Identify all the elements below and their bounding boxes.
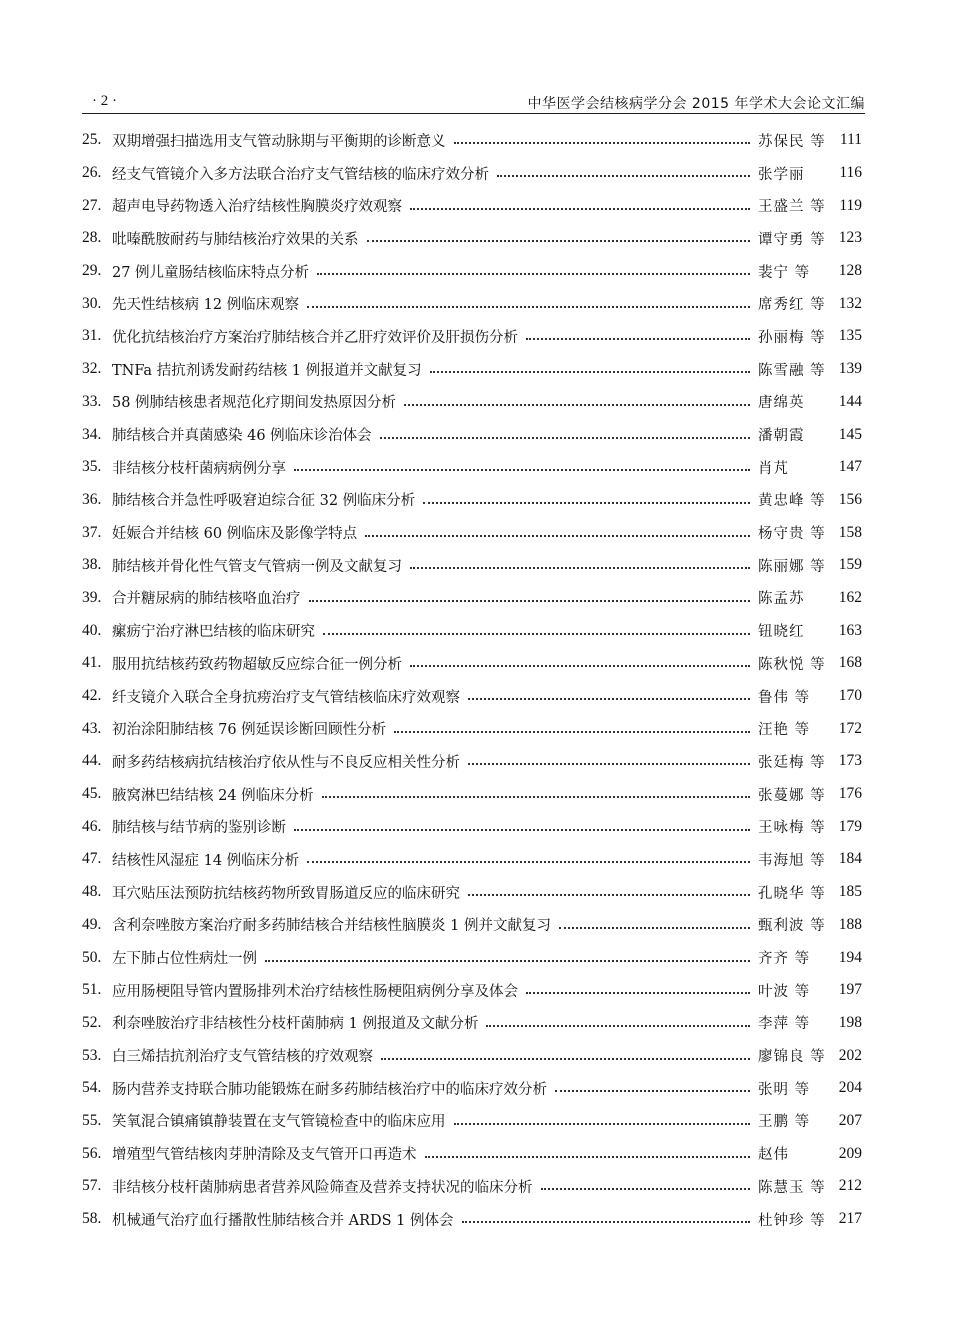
toc-entry-author: 赵伟 (758, 1147, 789, 1164)
toc-entry-page: 163 (838, 621, 862, 639)
toc-entry-title: 耐多药结核病抗结核治疗依从性与不良反应相关性分析 (112, 754, 460, 771)
toc-entry-author: 杜钟珍 等 (758, 1212, 826, 1229)
toc-entry-title: 先天性结核病 12 例临床观察 (112, 297, 300, 314)
toc-entry-title: 58 例肺结核患者规范化疗期间发热原因分析 (112, 395, 397, 412)
leader-dots (468, 894, 750, 896)
toc-entry-page: 173 (838, 752, 862, 770)
leader-dots (462, 1221, 751, 1223)
toc-entry-author: 张学丽 (758, 166, 805, 183)
toc-entry-author: 李萍 等 (758, 1016, 811, 1033)
toc-entry-title: 结核性风湿症 14 例临床分析 (112, 852, 300, 869)
toc-entry-title: 利奈唑胺治疗非结核性分枝杆菌肺病 1 例报道及文献分析 (112, 1016, 479, 1033)
toc-entry-number: 38. (82, 556, 102, 574)
toc-entry (82, 614, 862, 647)
toc-entry-author: 汪艳 等 (758, 722, 811, 739)
toc-entry-number: 56. (82, 1144, 102, 1162)
toc-entry-number: 41. (82, 654, 102, 672)
leader-dots (307, 306, 750, 308)
toc-entry-number: 29. (82, 262, 102, 280)
toc-entry-number: 37. (82, 523, 102, 541)
toc-entry-author: 齐齐 等 (758, 951, 811, 968)
toc-entry-number: 31. (82, 327, 102, 345)
toc-entry (82, 124, 862, 157)
toc-entry-author: 唐绵英 (758, 395, 805, 412)
table-of-contents (82, 124, 862, 1235)
toc-entry (82, 712, 862, 745)
toc-entry-page: 123 (838, 229, 862, 247)
toc-entry (82, 810, 862, 843)
leader-dots (410, 665, 750, 667)
toc-entry (82, 1039, 862, 1072)
toc-entry (82, 1203, 862, 1236)
toc-entry-author: 肖芃 (758, 460, 789, 477)
toc-entry (82, 876, 862, 909)
page-number: · 2 · (92, 93, 117, 109)
toc-entry-page: 132 (838, 294, 862, 312)
toc-entry-page: 159 (838, 556, 862, 574)
toc-entry-number: 26. (82, 164, 102, 182)
toc-entry-title: 增殖型气管结核肉芽肿清除及支气管开口再造术 (112, 1147, 417, 1164)
toc-entry-number: 54. (82, 1079, 102, 1097)
toc-entry (82, 1137, 862, 1170)
toc-entry-author: 张明 等 (758, 1081, 811, 1098)
toc-entry-page: 184 (838, 850, 862, 868)
toc-entry-title: 初治涂阳肺结核 76 例延误诊断回顾性分析 (112, 722, 387, 739)
toc-entry-author: 王鹏 等 (758, 1114, 811, 1131)
toc-entry-page: 156 (838, 490, 862, 508)
toc-entry-page: 170 (838, 687, 862, 705)
leader-dots (410, 208, 750, 210)
toc-entry (82, 222, 862, 255)
toc-entry (82, 909, 862, 942)
toc-entry-author: 王盛兰 等 (758, 199, 826, 216)
toc-entry-author: 孙丽梅 等 (758, 329, 826, 346)
toc-entry-author: 陈孟苏 (758, 591, 805, 608)
toc-entry-number: 42. (82, 687, 102, 705)
header-rule (82, 113, 865, 114)
toc-entry-author: 叶波 等 (758, 983, 811, 1000)
toc-entry-author: 陈雪融 等 (758, 362, 826, 379)
leader-dots (454, 1123, 751, 1125)
toc-entry (82, 843, 862, 876)
toc-entry-title: 妊娠合并结核 60 例临床及影像学特点 (112, 526, 358, 543)
toc-entry-author: 张廷梅 等 (758, 754, 826, 771)
toc-entry-author: 韦海旭 等 (758, 852, 826, 869)
toc-entry-title: 左下肺占位性病灶一例 (112, 951, 257, 968)
leader-dots (454, 142, 751, 144)
toc-entry-title: 纤支镜介入联合全身抗痨治疗支气管结核临床疗效观察 (112, 689, 460, 706)
toc-entry-page: 168 (838, 654, 862, 672)
toc-entry-number: 34. (82, 425, 102, 443)
toc-entry-author: 廖锦良 等 (758, 1049, 826, 1066)
toc-entry-title: 应用肠梗阻导管内置肠排列术治疗结核性肠梗阻病例分享及体会 (112, 983, 518, 1000)
toc-entry-page: 116 (839, 164, 862, 182)
toc-entry (82, 516, 862, 549)
leader-dots (468, 698, 750, 700)
toc-entry-page: 212 (838, 1177, 862, 1195)
toc-entry-page: 204 (838, 1079, 862, 1097)
toc-entry (82, 255, 862, 288)
toc-entry-title: 合并糖尿病的肺结核咯血治疗 (112, 591, 301, 608)
leader-dots (555, 1090, 750, 1092)
toc-entry-author: 王咏梅 等 (758, 820, 826, 837)
leader-dots (497, 175, 750, 177)
toc-entry (82, 386, 862, 419)
toc-entry (82, 189, 862, 222)
toc-entry (82, 287, 862, 320)
toc-entry-number: 44. (82, 752, 102, 770)
toc-entry-page: 217 (838, 1210, 862, 1228)
toc-entry-author: 甄利波 等 (758, 918, 826, 935)
toc-entry-title: 机械通气治疗血行播散性肺结核合并 ARDS 1 例体会 (112, 1212, 454, 1229)
toc-entry (82, 647, 862, 680)
leader-dots (423, 502, 750, 504)
leader-dots (410, 567, 750, 569)
toc-entry (82, 353, 862, 386)
toc-entry-title: 优化抗结核治疗方案治疗肺结核合并乙肝疗效评价及肝损伤分析 (112, 329, 518, 346)
toc-entry-page: 197 (838, 981, 862, 999)
toc-entry (82, 1007, 862, 1040)
toc-entry-number: 46. (82, 817, 102, 835)
toc-entry-title: 双期增强扫描选用支气管动脉期与平衡期的诊断意义 (112, 133, 446, 150)
toc-entry-number: 27. (82, 196, 102, 214)
toc-entry-author: 张蔓娜 等 (758, 787, 826, 804)
leader-dots (323, 633, 750, 635)
toc-entry-title: 含利奈唑胺方案治疗耐多药肺结核合并结核性脑膜炎 1 例并文献复习 (112, 918, 551, 935)
toc-entry-author: 苏保民 等 (758, 133, 826, 150)
leader-dots (425, 1156, 751, 1158)
toc-entry-title: 肺结核合并急性呼吸窘迫综合征 32 例临床分析 (112, 493, 416, 510)
toc-entry-title: 肺结核并骨化性气管支气管病一例及文献复习 (112, 558, 402, 575)
toc-entry-title: 27 例儿童肠结核临床特点分析 (112, 264, 310, 281)
toc-entry-title: 耳穴贴压法预防抗结核药物所致胃肠道反应的临床研究 (112, 885, 460, 902)
toc-entry-page: 179 (838, 817, 862, 835)
toc-entry-title: 笑氧混合镇痛镇静装置在支气管镜检查中的临床应用 (112, 1114, 446, 1131)
toc-entry-author: 裴宁 等 (758, 264, 811, 281)
toc-entry-author: 陈慧玉 等 (758, 1179, 826, 1196)
leader-dots (526, 992, 750, 994)
toc-entry-title: 吡嗪酰胺耐药与肺结核治疗效果的关系 (112, 231, 359, 248)
toc-entry-title: 白三烯拮抗剂治疗支气管结核的疗效观察 (112, 1049, 373, 1066)
toc-entry (82, 1170, 862, 1203)
leader-dots (365, 535, 750, 537)
toc-entry-title: 瘰疬宁治疗淋巴结核的临床研究 (112, 624, 315, 641)
toc-entry (82, 745, 862, 778)
toc-entry-page: 162 (838, 588, 862, 606)
toc-entry-number: 51. (82, 981, 102, 999)
toc-entry (82, 1105, 862, 1138)
toc-entry-author: 孔晓华 等 (758, 885, 826, 902)
toc-entry-number: 33. (82, 392, 102, 410)
toc-entry-page: 202 (838, 1046, 862, 1064)
leader-dots (367, 240, 751, 242)
toc-entry-number: 55. (82, 1111, 102, 1129)
toc-entry-number: 49. (82, 915, 102, 933)
toc-entry (82, 974, 862, 1007)
toc-entry-number: 35. (82, 458, 102, 476)
toc-entry-page: 111 (839, 131, 862, 149)
toc-entry (82, 451, 862, 484)
toc-entry-number: 48. (82, 883, 102, 901)
leader-dots (322, 796, 750, 798)
toc-entry-number: 30. (82, 294, 102, 312)
toc-entry-author: 鲁伟 等 (758, 689, 811, 706)
toc-entry-number: 28. (82, 229, 102, 247)
toc-entry-number: 57. (82, 1177, 102, 1195)
toc-entry-title: 肺结核与结节病的鉴别诊断 (112, 820, 286, 837)
toc-entry-author: 潘朝霞 (758, 428, 805, 445)
toc-entry-number: 39. (82, 588, 102, 606)
leader-dots (317, 273, 750, 275)
leader-dots (404, 404, 750, 406)
toc-entry-title: 超声电导药物透入治疗结核性胸膜炎疗效观察 (112, 199, 402, 216)
leader-dots (526, 338, 750, 340)
page-header (82, 91, 865, 115)
leader-dots (309, 600, 751, 602)
toc-entry-author: 杨守贵 等 (758, 526, 826, 543)
toc-entry (82, 157, 862, 190)
toc-entry-author: 陈秋悦 等 (758, 656, 826, 673)
toc-entry-number: 47. (82, 850, 102, 868)
toc-entry-author: 钮晓红 (758, 624, 805, 641)
toc-entry-author: 席秀红 等 (758, 297, 826, 314)
toc-entry-title: 肺结核合并真菌感染 46 例临床诊治体会 (112, 428, 372, 445)
toc-entry-author: 陈丽娜 等 (758, 558, 826, 575)
toc-entry (82, 941, 862, 974)
toc-entry-page: 207 (838, 1111, 862, 1129)
toc-entry-author: 谭守勇 等 (758, 231, 826, 248)
toc-entry-page: 185 (838, 883, 862, 901)
leader-dots (380, 437, 750, 439)
toc-entry-number: 43. (82, 719, 102, 737)
toc-entry-number: 40. (82, 621, 102, 639)
toc-entry-author: 黄忠峰 等 (758, 493, 826, 510)
toc-entry (82, 418, 862, 451)
toc-entry-number: 36. (82, 490, 102, 508)
leader-dots (559, 927, 750, 929)
toc-entry (82, 582, 862, 615)
toc-entry-page: 198 (838, 1013, 862, 1031)
toc-entry-title: 经支气管镜介入多方法联合治疗支气管结核的临床疗效分析 (112, 166, 489, 183)
leader-dots (486, 1025, 750, 1027)
toc-entry-page: 145 (838, 425, 862, 443)
leader-dots (294, 469, 750, 471)
leader-dots (394, 731, 750, 733)
toc-entry-title: 非结核分枝杆菌肺病患者营养风险筛查及营养支持状况的临床分析 (112, 1179, 533, 1196)
leader-dots (381, 1058, 750, 1060)
toc-entry-page: 119 (839, 196, 862, 214)
toc-entry-title: 肠内营养支持联合肺功能锻炼在耐多药肺结核治疗中的临床疗效分析 (112, 1081, 547, 1098)
toc-entry-page: 176 (838, 785, 862, 803)
toc-entry (82, 484, 862, 517)
leader-dots (468, 763, 750, 765)
leader-dots (541, 1188, 751, 1190)
toc-entry-title: 腋窝淋巴结结核 24 例临床分析 (112, 787, 314, 804)
toc-entry-number: 50. (82, 948, 102, 966)
toc-entry-title: 服用抗结核药致药物超敏反应综合征一例分析 (112, 656, 402, 673)
journal-title: 中华医学会结核病学分会 2015 年学术大会论文汇编 (527, 96, 865, 112)
toc-entry-number: 52. (82, 1013, 102, 1031)
toc-entry (82, 320, 862, 353)
toc-entry (82, 549, 862, 582)
toc-entry-page: 147 (838, 458, 862, 476)
toc-entry-page: 158 (838, 523, 862, 541)
toc-entry (82, 680, 862, 713)
toc-entry-title: TNFa 拮抗剂诱发耐药结核 1 例报道并文献复习 (112, 362, 422, 379)
toc-entry-page: 172 (838, 719, 862, 737)
toc-entry-page: 128 (838, 262, 862, 280)
toc-entry-page: 144 (838, 392, 862, 410)
leader-dots (265, 960, 750, 962)
toc-entry-page: 194 (838, 948, 862, 966)
toc-entry-page: 188 (838, 915, 862, 933)
toc-entry-number: 45. (82, 785, 102, 803)
leader-dots (430, 371, 750, 373)
toc-entry (82, 778, 862, 811)
toc-entry-number: 25. (82, 131, 102, 149)
toc-entry (82, 1072, 862, 1105)
leader-dots (294, 829, 750, 831)
toc-entry-title: 非结核分枝杆菌病病例分享 (112, 460, 286, 477)
leader-dots (307, 861, 750, 863)
toc-entry-number: 53. (82, 1046, 102, 1064)
toc-entry-number: 58. (82, 1210, 102, 1228)
toc-entry-number: 32. (82, 360, 102, 378)
toc-entry-page: 139 (838, 360, 862, 378)
toc-entry-page: 209 (838, 1144, 862, 1162)
toc-entry-page: 135 (838, 327, 862, 345)
